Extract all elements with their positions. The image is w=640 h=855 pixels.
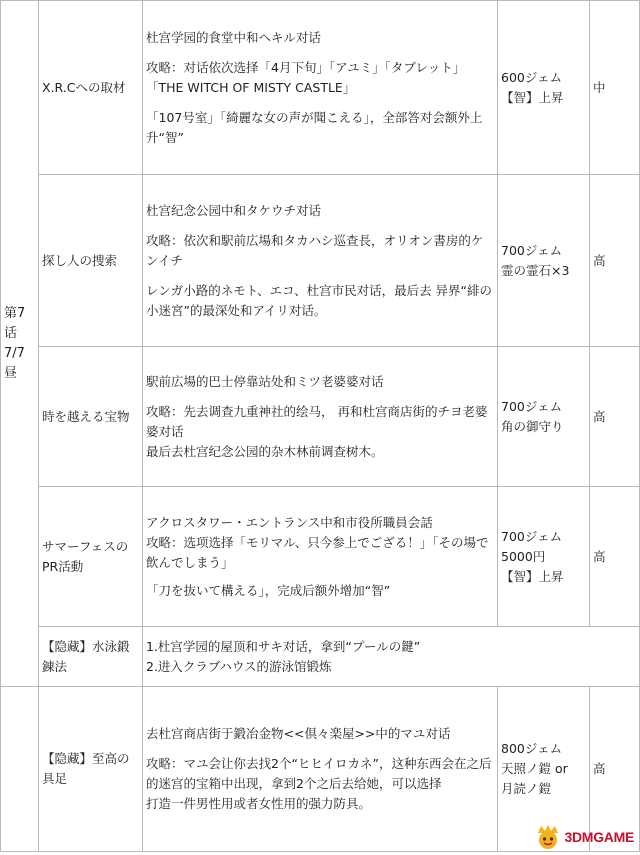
quest-reward <box>498 487 590 627</box>
description-line: 駅前広場的巴士停靠站处和ミツ老婆婆对话 <box>146 373 384 389</box>
quest-difficulty: 高 <box>590 687 640 852</box>
watermark <box>534 823 634 851</box>
description-line: 最后去杜宫纪念公园的杂木林前调查树木。 <box>146 443 384 459</box>
chapter-label-4: 昼 <box>4 365 18 381</box>
table-row <box>1 175 640 347</box>
quest-description <box>143 687 498 852</box>
description-line: 攻略：先去调查九重神社的绘马， 再和杜宫商店街的チヨ老婆婆对话 <box>146 403 488 439</box>
description-line: 攻略：マユ会让你去找2个“ヒヒイロカネ”，这种东西会在之后的迷宫的宝箱中出现，拿到2个之后去给她，可以选择 <box>146 756 492 791</box>
reward-line: 700ジェム <box>501 398 563 414</box>
quest-difficulty: 中 <box>590 1 640 175</box>
description-line: 攻略：依次和駅前広場和タカハシ巡查長，オリオン書房的ケンイチ <box>146 232 484 268</box>
reward-line: 【智】上昇 <box>501 89 564 105</box>
quest-description <box>143 487 498 627</box>
quest-difficulty: 高 <box>590 487 640 627</box>
description-line: 杜宫纪念公园中和タケウチ对话 <box>146 202 322 218</box>
description-line: 攻略：选项选择「モリマル、只今参上でござる！」「その場で飲んでしまう」 <box>146 534 489 570</box>
reward-line: 600ジェム <box>501 69 563 85</box>
3dmgame-logo-icon <box>534 823 562 851</box>
table-row <box>1 487 640 627</box>
description-line: 去杜宫商店街于鍛冶金物<<倶々楽屋>>中的マユ对话 <box>146 726 451 741</box>
quest-description <box>143 175 498 347</box>
description-line: 「刀を抜いて構える」，完成后额外增加“智” <box>146 582 391 598</box>
quest-name: サマーフェスのPR活動 <box>39 487 143 627</box>
table-row <box>1 347 640 487</box>
table-row <box>1 627 640 687</box>
reward-line: 霊の霊石×3 <box>501 262 570 278</box>
quest-name: X.R.Cへの取材 <box>39 1 143 175</box>
quest-difficulty: 高 <box>590 175 640 347</box>
description-line: 攻略：对话依次选择「4月下旬」「アユミ」「タブレット」「THE WITCH OF MISTY CASTLE」 <box>146 59 466 95</box>
reward-line: 月読ノ鎧 <box>501 781 552 796</box>
reward-line: 【智】上昇 <box>501 568 564 584</box>
reward-line: 800ジェム <box>501 741 563 756</box>
quest-description <box>143 1 498 175</box>
reward-line: 角の御守り <box>501 418 564 434</box>
reward-line: 700ジェム <box>501 528 563 544</box>
watermark-text: 3DMGAME <box>564 829 634 845</box>
description-line: アクロスタワー・エントランス中和市役所職員会話 <box>146 514 433 530</box>
chapter-cell <box>1 1 39 687</box>
description-line: 2.进入クラブハウス的游泳馆锻炼 <box>146 658 332 674</box>
description-line: 1.杜宫学园的屋顶和サキ对话，拿到“プールの鍵” <box>146 638 421 654</box>
quest-difficulty: 高 <box>590 347 640 487</box>
quest-name: 【隐藏】至高の具足 <box>39 687 143 852</box>
description-line: 「107号室」「綺麗な女の声が聞こえる」，全部答对会额外上升“智” <box>146 109 483 145</box>
chapter-label-3: 7/7 <box>4 345 25 361</box>
reward-line: 天照ノ鎧 or <box>501 761 568 776</box>
quest-reward <box>498 347 590 487</box>
reward-line: 700ジェム <box>501 242 563 258</box>
quest-description <box>143 347 498 487</box>
quest-description <box>143 627 640 687</box>
quest-name: 時を越える宝物 <box>39 347 143 487</box>
chapter-label-1: 第7 <box>4 305 26 321</box>
chapter-label-2: 话 <box>4 325 18 341</box>
quest-reward <box>498 1 590 175</box>
quest-name: 探し人の捜索 <box>39 175 143 347</box>
table-row <box>1 1 640 175</box>
reward-line: 5000円 <box>501 548 546 564</box>
chapter-cell-empty <box>1 687 39 852</box>
quest-reward <box>498 175 590 347</box>
description-line: 杜宫学园的食堂中和ヘキル对话 <box>146 29 321 45</box>
description-line: レンガ小路的ネモト、エコ、杜宫市民对话，最后去 异界“緋の小迷宮”的最深处和アイリ对话。 <box>146 282 493 318</box>
description-line: 打造一件男性用或者女性用的强力防具。 <box>146 796 372 811</box>
quest-name: 【隐藏】水泳鍛錬法 <box>39 627 143 687</box>
